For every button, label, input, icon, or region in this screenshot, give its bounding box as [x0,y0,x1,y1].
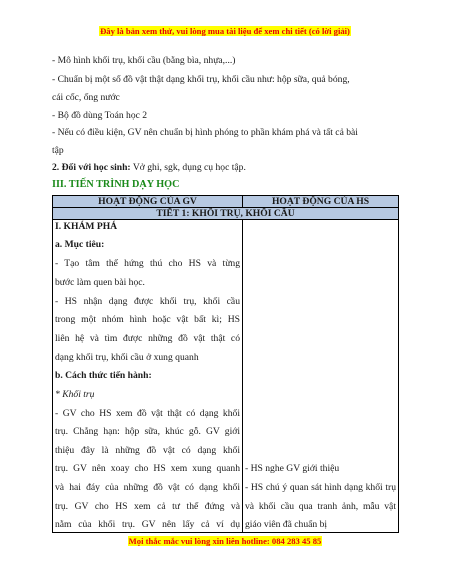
gv-line: - GV cho HS xem đồ vật thật có dạng khối [55,408,240,419]
gv-line: - Tạo tâm thế hứng thú cho HS và từng [55,258,240,269]
teacher-prep-line: - Nếu có điều kiện, GV nên chuẩn bị hình phóng to phần khám phá và tất cả bài [52,127,358,138]
gv-line: - HS nhận dạng được khối trụ, khối cầu [55,296,240,307]
gv-line: trụ. GV nên xoay cho HS xem xung quanh [55,463,240,474]
teacher-prep-line: tập [52,145,64,156]
hs-line: giáo viên đã chuẩn bị [245,519,328,530]
subtopic-heading: * Khối trụ [55,389,95,400]
hs-line: - HS nghe GV giới thiệu [245,463,340,474]
lesson-plan-table [52,195,399,533]
gv-line: liên hệ và tìm được những đồ vật thật có [55,333,240,344]
section-title: III. TIẾN TRÌNH DẠY HỌC [52,179,180,190]
header-teacher-activity: HOẠT ĐỘNG CỦA GV [53,196,243,208]
lesson-title: TIẾT 1: KHỐI TRỤ, KHỐI CẦU [53,208,399,220]
student-activity-cell [243,220,399,533]
section-heading: I. KHÁM PHÁ [55,221,118,232]
method-heading: b. Cách thức tiến hành: [55,370,152,381]
hotline-banner [0,536,450,546]
preview-banner [0,26,450,36]
teacher-prep-line: - Mô hình khối trụ, khối cầu (bằng bìa, nhựa,...) [52,55,236,66]
gv-line: trụ. Chẳng hạn: hộp sữa, khúc gỗ. GV giới [55,426,240,437]
gv-line: dạng khối trụ, khối cầu ở xung quanh [55,352,199,363]
student-prep-label: 2. Đối với học sinh: [52,162,131,173]
teacher-activity-cell [53,220,243,533]
hs-line: - HS chú ý quan sát hình dạng khối trụ [245,482,396,493]
gv-line: trong một nhóm hình hoặc vật bất kì; HS [55,314,240,325]
gv-line: thiệu đây là những đồ vật có dạng khối [55,445,240,456]
hotline-banner-text: Mọi thắc mắc vui lòng xin liên hotline: 084 283 45 85 [128,536,322,546]
student-prep-line [52,162,246,173]
teacher-prep-line: - Chuẩn bị một số đồ vật thật dạng khối trụ, khối cầu như: hộp sữa, quả bóng, [52,74,350,85]
gv-line: và hai đáy của những đồ vật có dạng khối [55,482,240,493]
teacher-prep-line: - Bộ đồ dùng Toán học 2 [52,110,148,121]
student-prep-text: Vở ghi, sgk, dụng cụ học tập. [130,162,246,173]
preview-banner-text: Đây là bản xem thử, vui lòng mua tài liệu để xem chi tiết (có lời giải) [100,26,350,36]
hs-line: và khối cầu qua tranh ảnh, mẫu vật [245,501,396,512]
gv-line: bước làm quen bài học. [55,277,145,288]
teacher-prep-line: cái cốc, ống nước [52,92,120,103]
gv-line: nằm của khối trụ. GV nên lấy cả ví dụ [55,519,240,530]
header-student-activity: HOẠT ĐỘNG CỦA HS [243,196,399,208]
gv-line: trụ. GV cho HS xem cả tư thế đứng và [55,501,240,512]
objective-heading: a. Mục tiêu: [55,239,105,250]
